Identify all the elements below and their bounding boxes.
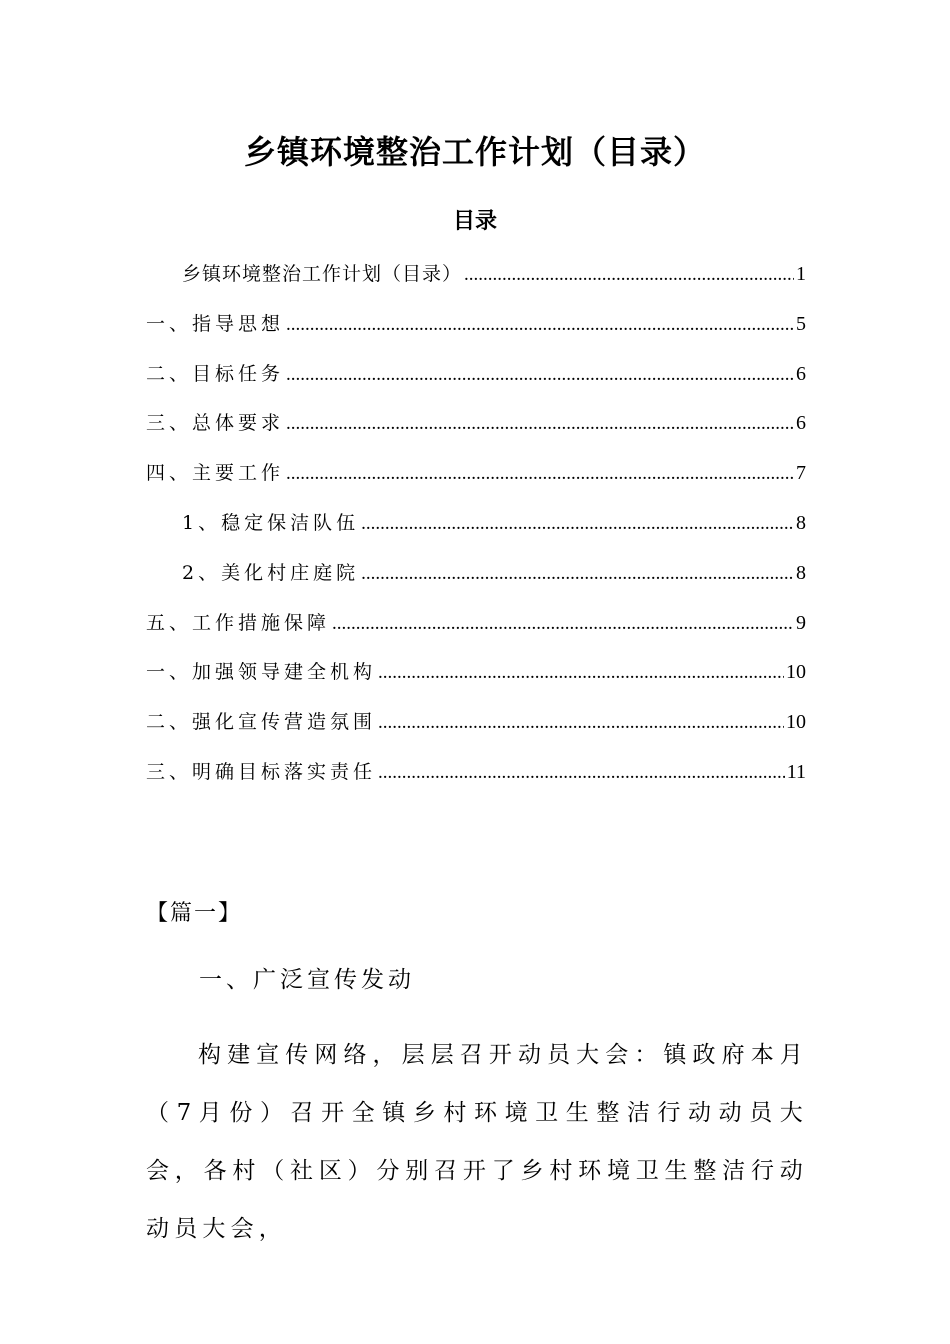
toc-entry-page: 1 [796,263,806,285]
toc-entry-page: 8 [796,511,806,534]
toc-entry[interactable] [146,455,806,505]
toc-entry-label: 2、美化村庄庭院 [182,561,360,584]
toc-entry-label: 一、加强领导建全机构 [146,661,377,684]
toc-entry-page: 10 [786,711,806,734]
toc-entry-label: 一、指导思想 [146,312,285,335]
toc-leader-dots [286,307,794,343]
toc-heading: 目录 [452,209,497,234]
section-heading: 一、广泛宣传发动 [199,967,415,993]
toc-leader-dots [361,506,794,542]
toc-leader-dots [286,406,794,442]
toc-entry[interactable] [146,306,806,356]
toc-entry[interactable] [146,356,806,406]
toc-entry-label: 三、明确目标落实责任 [146,760,377,783]
toc-leader-dots [286,456,794,492]
toc-entry-label: 三、总体要求 [146,412,285,435]
toc-entry[interactable] [146,605,806,655]
page-title: 乡镇环境整治工作计划（目录） [243,133,706,171]
toc-leader-dots [361,556,794,592]
toc-entry-label: 二、目标任务 [146,362,285,385]
toc-leader-dots [378,755,785,791]
body-paragraph: 构建宣传网络，层层召开动员大会：镇政府本月（7月份）召开全镇乡村环境卫生整洁行动动员大会，各村（社区）分别召开了乡村环境卫生整洁行动动员大会， [146,1042,808,1242]
toc-entry-page: 6 [796,412,806,435]
toc-entry-page: 6 [796,362,806,385]
toc-entry-label: 二、强化宣传营造氛围 [146,711,377,734]
toc-leader-dots [378,705,784,741]
toc-leader-dots [286,357,794,393]
toc-entry-label: 五、工作措施保障 [146,611,331,634]
toc-entry-page: 8 [796,561,806,584]
toc-entry[interactable] [146,505,806,555]
toc-entry[interactable] [146,555,806,605]
toc-leader-dots [332,606,794,642]
toc-leader-dots [464,257,794,293]
toc-entry[interactable] [146,754,806,804]
toc-entry-page: 5 [796,312,806,335]
toc-entry[interactable] [146,704,806,754]
toc-entry-page: 7 [796,462,806,485]
toc-entry-label: 乡镇环境整治工作计划（目录） [182,263,463,285]
toc-leader-dots [378,655,784,691]
toc-entry[interactable] [146,256,806,306]
section-label: 【篇一】 [146,901,243,926]
toc-entry-page: 9 [796,611,806,634]
toc-entry-page: 11 [786,760,806,783]
toc-entry-label: 四、主要工作 [146,462,285,485]
toc-entry[interactable] [146,654,806,704]
toc-entry-page: 10 [786,661,806,684]
toc-entry[interactable] [146,405,806,455]
toc-entry-label: 1、稳定保洁队伍 [182,511,360,534]
table-of-contents [146,256,806,804]
